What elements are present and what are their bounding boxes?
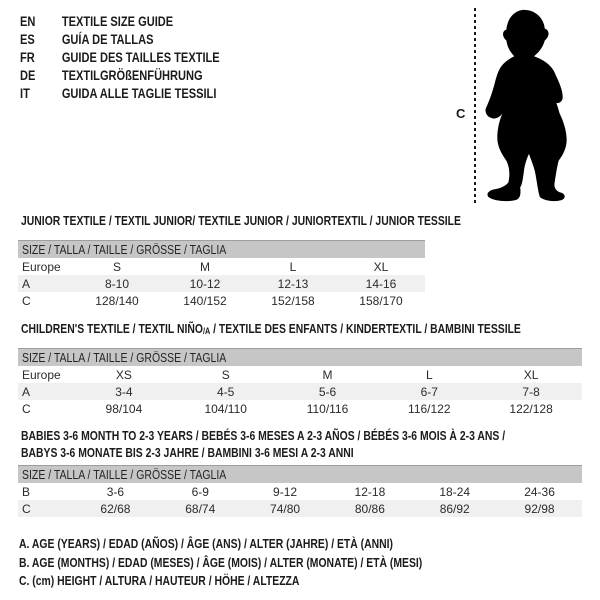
table-row-age <box>18 275 425 292</box>
age-cell: 6-7 <box>420 384 438 399</box>
children-title-part: / TEXTILE DES ENFANTS / KINDERTEXTIL / BAMBINI TESSILE <box>210 321 521 336</box>
size-cell: S <box>112 259 121 274</box>
language-code: IT <box>20 86 30 101</box>
age-cell: 9-12 <box>273 484 298 499</box>
row-label: A <box>22 384 31 399</box>
language-code: DE <box>20 68 36 83</box>
size-cell: S <box>221 367 230 382</box>
age-cell: 4-5 <box>217 384 235 399</box>
guide-title: TEXTILE SIZE GUIDE <box>61 14 174 29</box>
row-label: C <box>22 501 31 516</box>
children-title-sub: /A <box>202 326 211 336</box>
height-cell: 104/110 <box>204 401 247 416</box>
height-cell: 98/104 <box>105 401 143 416</box>
children-size-table <box>18 348 582 417</box>
language-row-fr <box>20 49 220 67</box>
height-cell: 128/140 <box>95 293 139 308</box>
row-label: Europe <box>22 259 61 274</box>
table-row-height <box>18 500 582 517</box>
language-code: ES <box>20 32 35 47</box>
height-measure-label: C <box>456 106 466 121</box>
guide-title: GUÍA DE TALLAS <box>61 32 154 47</box>
age-cell: 7-8 <box>522 384 540 399</box>
size-cell: XL <box>523 367 539 382</box>
age-cell: 18-24 <box>439 484 471 499</box>
age-cell: 6-9 <box>191 484 209 499</box>
height-cell: 74/80 <box>270 501 301 516</box>
babies-size-table <box>18 465 582 517</box>
age-cell: 12-18 <box>354 484 386 499</box>
height-cell: 140/152 <box>183 293 227 308</box>
height-cell: 152/158 <box>271 293 315 308</box>
age-cell: 24-36 <box>524 484 555 499</box>
height-cell: 158/170 <box>359 293 403 308</box>
table-row-height <box>18 400 582 417</box>
size-header-bar <box>18 240 425 258</box>
age-cell: 3-6 <box>106 484 125 499</box>
row-label: A <box>22 276 31 291</box>
row-label: C <box>22 293 31 308</box>
size-cell: L <box>289 259 297 274</box>
legend-note-b: B. AGE (MONTHS) / EDAD (MESES) / ÂGE (MOIS) / ALTER (MONATE) / ETÀ (MESI) <box>19 554 423 570</box>
toddler-silhouette-icon <box>479 5 584 207</box>
age-cell: 14-16 <box>365 276 397 291</box>
height-cell: 62/68 <box>100 501 131 516</box>
height-cell: 92/98 <box>524 501 555 516</box>
table-row-age <box>18 383 582 400</box>
size-cell: XL <box>373 259 389 274</box>
size-cell: XS <box>115 367 132 382</box>
size-header-label: SIZE / TALLA / TAILLE / GRÖSSE / TAGLIA <box>22 350 227 365</box>
legend-note-c: C. (cm) HEIGHT / ALTURA / HAUTEUR / HÖHE / ALTEZZA <box>19 573 300 588</box>
language-code: FR <box>20 50 35 65</box>
language-code: EN <box>20 14 36 29</box>
table-row-europe <box>18 366 582 383</box>
babies-table-title <box>21 427 505 461</box>
size-header-bar <box>18 348 582 366</box>
height-cell: 86/92 <box>439 501 470 516</box>
size-header-label: SIZE / TALLA / TAILLE / GRÖSSE / TAGLIA <box>22 242 227 257</box>
language-row-it <box>20 85 220 103</box>
height-cell: 80/86 <box>354 501 385 516</box>
language-title-list <box>20 13 220 103</box>
children-table-title <box>21 320 521 340</box>
table-row-age-months <box>18 483 582 500</box>
guide-title: GUIDE DES TAILLES TEXTILE <box>61 50 220 65</box>
row-label: B <box>22 484 31 499</box>
junior-table-title: JUNIOR TEXTILE / TEXTIL JUNIOR/ TEXTILE JUNIOR / JUNIORTEXTIL / JUNIOR TESSILE <box>21 213 461 228</box>
table-row-europe <box>18 258 425 275</box>
age-cell: 5-6 <box>318 384 337 399</box>
age-cell: 3-4 <box>115 384 133 399</box>
size-cell: L <box>425 367 433 382</box>
guide-title: TEXTILGRÖßENFÜHRUNG <box>61 68 203 83</box>
legend-notes <box>19 535 422 591</box>
babies-title-line2: BABYS 3-6 MONATE BIS 2-3 JAHRE / BAMBINI 3-6 MESI A 2-3 ANNI <box>21 445 354 460</box>
height-cell: 68/74 <box>185 501 216 516</box>
age-cell: 12-13 <box>277 276 309 291</box>
size-cell: M <box>322 367 333 382</box>
language-row-de <box>20 67 220 85</box>
age-cell: 10-12 <box>189 276 221 291</box>
language-row-en <box>20 13 220 31</box>
babies-title-line1: BABIES 3-6 MONTH TO 2-3 YEARS / BEBÉS 3-6 MESES A 2-3 AÑOS / BÉBÉS 3-6 MOIS À 2-3 ANS / <box>21 428 506 443</box>
children-title-part: CHILDREN'S TEXTILE / TEXTIL NIÑO <box>21 321 203 336</box>
table-row-height <box>18 292 425 309</box>
height-cell: 122/128 <box>509 401 553 416</box>
row-label: Europe <box>22 367 61 382</box>
row-label: C <box>22 401 31 416</box>
size-cell: M <box>200 259 210 274</box>
height-dashed-line <box>474 8 476 206</box>
height-cell: 110/116 <box>306 401 349 416</box>
size-header-label: SIZE / TALLA / TAILLE / GRÖSSE / TAGLIA <box>22 467 227 482</box>
height-cell: 116/122 <box>408 401 451 416</box>
junior-size-table <box>18 240 425 309</box>
age-cell: 8-10 <box>104 276 130 291</box>
language-row-es <box>20 31 220 49</box>
guide-title: GUIDA ALLE TAGLIE TESSILI <box>61 86 217 101</box>
size-header-bar <box>18 465 582 483</box>
legend-note-a: A. AGE (YEARS) / EDAD (AÑOS) / ÂGE (ANS) / ALTER (JAHRE) / ETÀ (ANNI) <box>19 536 394 551</box>
